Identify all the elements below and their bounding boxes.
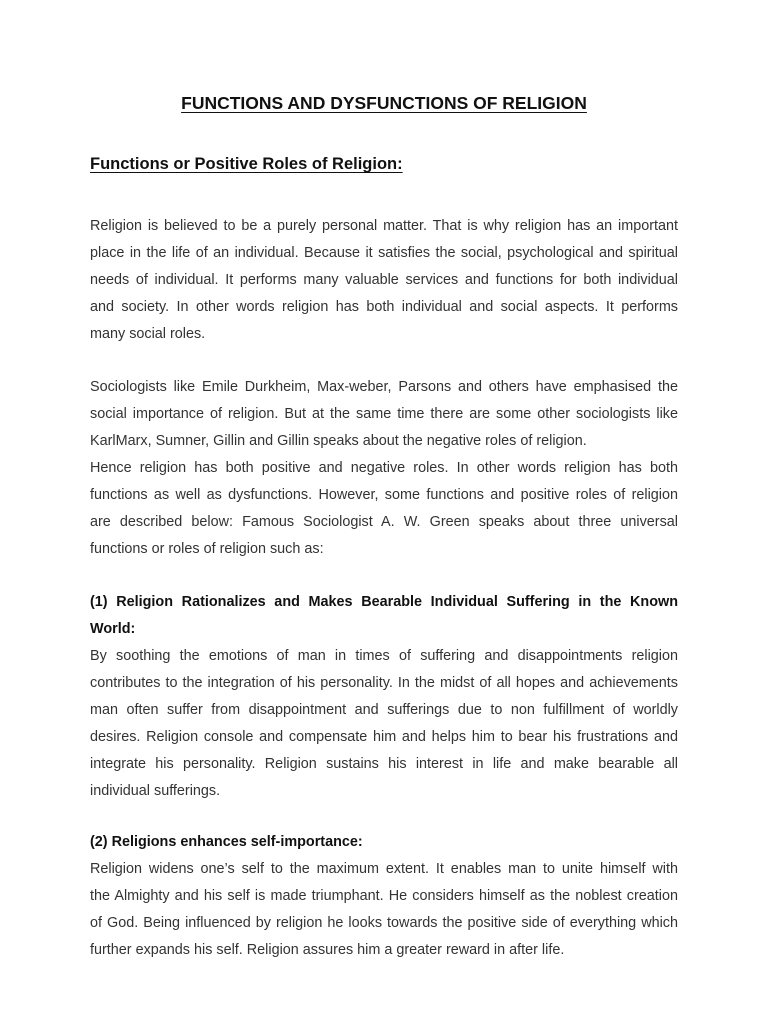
text-line: functions or roles of religion such as: [90,541,324,557]
text-line: needs of individual. It performs many valuable services and functions for both individual [90,272,678,288]
text-line: functions as well as dysfunctions. However, some functions and positive roles of religion [90,487,678,503]
text-line: social importance of religion. But at the same time there are some other sociologists like [90,406,678,422]
text-line: are described below: Famous Sociologist A. W. Green speaks about three universal [90,514,678,530]
page-title: FUNCTIONS AND DYSFUNCTIONS OF RELIGION [181,93,587,113]
section-heading: (1) Religion Rationalizes and Makes Bearable Individual Suffering in the Known [90,594,678,610]
text-line: By soothing the emotions of man in times of suffering and disappointments religion [90,648,678,664]
text-line: man often suffer from disappointment and sufferings due to non fulfillment of worldly [90,702,678,718]
text-line: Sociologists like Emile Durkheim, Max-weber, Parsons and others have emphasised the [90,379,678,395]
text-line: KarlMarx, Sumner, Gillin and Gillin speaks about the negative roles of religion. [90,433,587,449]
text-line: and society. In other words religion has both individual and social aspects. It performs [90,299,678,315]
text-line: Religion is believed to be a purely personal matter. That is why religion has an important [90,218,678,234]
section-heading: (2) Religions enhances self-importance: [90,834,363,850]
text-line: of God. Being influenced by religion he looks towards the positive side of everything which [90,915,678,931]
text-line: contributes to the integration of his personality. In the midst of all hopes and achievements [90,675,678,691]
text-line: desires. Religion console and compensate him and helps him to bear his frustrations and [90,729,678,745]
text-line: Religion widens one’s self to the maximum extent. It enables man to unite himself with [90,861,678,877]
paragraph-sociologists [90,374,678,563]
section-heading: World: [90,621,136,637]
text-line: place in the life of an individual. Because it satisfies the social, psychological and spiritual [90,245,678,261]
text-line: integrate his personality. Religion sustains his interest in life and make bearable all [90,756,678,772]
text-line: further expands his self. Religion assures him a greater reward in after life. [90,942,565,958]
paragraph-intro [90,213,678,348]
text-line: the Almighty and his self is made triumphant. He considers himself as the noblest creation [90,888,678,904]
text-line: many social roles. [90,326,206,342]
section-two [90,829,678,964]
text-line: individual sufferings. [90,783,221,799]
text-line: Hence religion has both positive and negative roles. In other words religion has both [90,460,678,476]
section-one [90,589,678,805]
section-subtitle: Functions or Positive Roles of Religion: [90,155,403,173]
